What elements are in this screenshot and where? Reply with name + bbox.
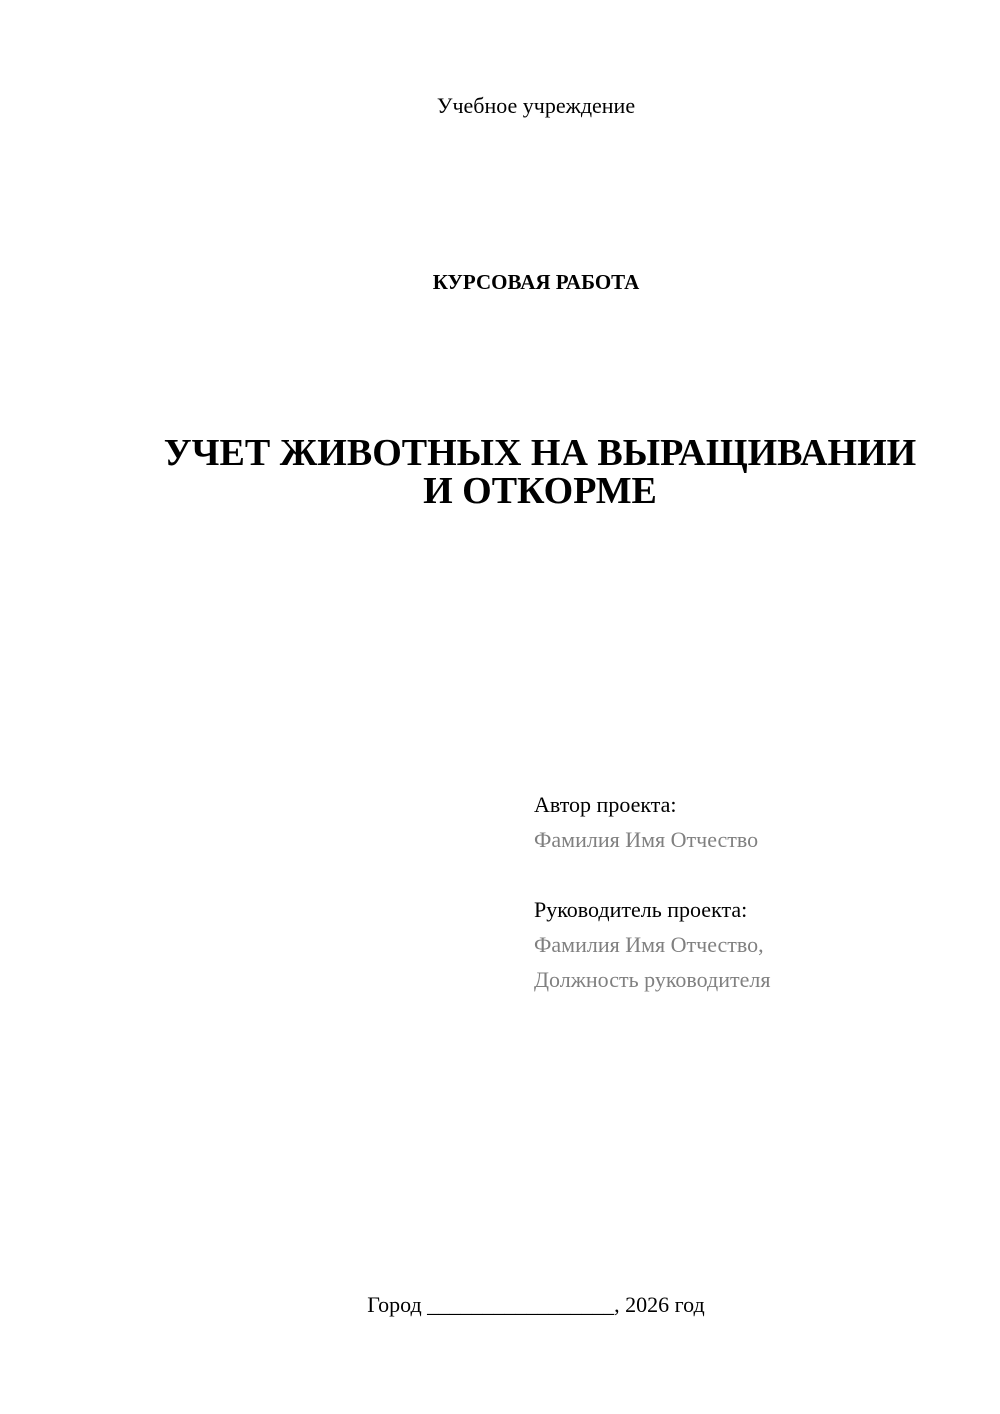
document-title-line-2: И ОТКОРМЕ bbox=[423, 470, 657, 512]
city-year-line bbox=[72, 1290, 1000, 1320]
author-name: Фамилия Имя Отчество bbox=[534, 827, 759, 852]
supervisor-label: Руководитель проекта: bbox=[534, 897, 748, 922]
city-blank: _________________ bbox=[427, 1292, 615, 1317]
supervisor-name: Фамилия Имя Отчество, bbox=[534, 932, 764, 957]
year-text: , 2026 год bbox=[614, 1292, 705, 1317]
supervisor-position: Должность руководителя bbox=[534, 967, 771, 992]
institution-name: Учебное учреждение bbox=[436, 93, 636, 118]
city-label: Город bbox=[367, 1292, 422, 1317]
project-info-block bbox=[534, 787, 974, 997]
author-label: Автор проекта: bbox=[534, 792, 677, 817]
document-title bbox=[120, 434, 960, 510]
document-title-line-1: УЧЕТ ЖИВОТНЫХ НА ВЫРАЩИВАНИИ bbox=[163, 432, 917, 474]
work-type: КУРСОВАЯ РАБОТА bbox=[432, 270, 640, 294]
info-spacer bbox=[534, 857, 974, 892]
